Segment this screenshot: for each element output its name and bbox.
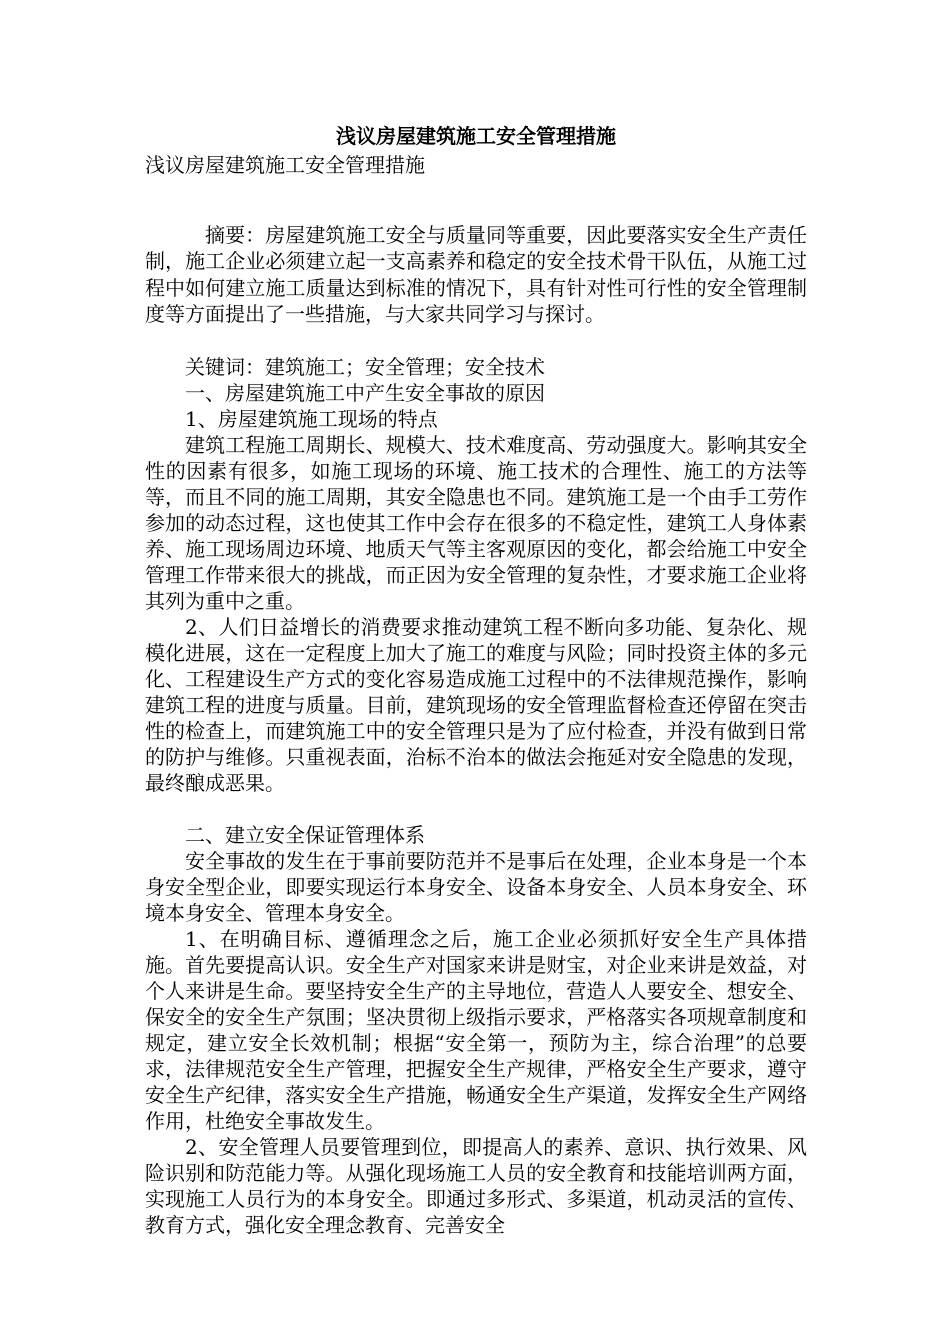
keywords-line: 关键词：建筑施工；安全管理；安全技术	[185, 354, 545, 379]
body-paragraph: 2、人们日益增长的消费要求推动建筑工程不断向多功能、复杂化、规模化进展，这在一定程度上加大了施工的难度与风险；同时投资主体的多元化、工程建设生产方式的变化容易造成施工过程中的不法律规范操作，影响建筑工程的进度与质量。目前，建筑现场的安全管理监督检查还停留在突击性的检查上，而建筑施工中的安全管理只是为了应付检查，并没有做到日常的防护与维修。只重视表面，治标不治本的做法会拖延对安全隐患的发现，最终酿成恶果。	[145, 614, 807, 795]
body-paragraph: 2、安全管理人员要管理到位，即提高人的素养、意识、执行效果、风险识别和防范能力等。从强化现场施工人员的安全教育和技能培训两方面，实现施工人员行为的本身安全。即通过多形式、多渠道，机动灵活的宣传、教育方式，强化安全理念教育、完善安全	[145, 1134, 807, 1237]
blank-line	[145, 328, 807, 354]
blank-line	[145, 796, 807, 822]
body-paragraph: 建筑工程施工周期长、规模大、技术难度高、劳动强度大。影响其安全性的因素有很多，如施工现场的环境、施工技术的合理性、施工的方法等等，而且不同的施工周期，其安全隐患也不同。建筑施工是一个由手工劳作参加的动态过程，这也使其工作中会存在很多的不稳定性，建筑工人身体素养、施工现场周边环境、地质天气等主客观原因的变化，都会给施工中安全管理工作带来很大的挑战，而正因为安全管理的复杂性，才要求施工企业将其列为重中之重。	[145, 432, 807, 613]
body-paragraph: 安全事故的发生在于事前要防范并不是事后在处理，企业本身是一个本身安全型企业，即要实现运行本身安全、设备本身安全、人员本身安全、环境本身安全、管理本身安全。	[145, 848, 807, 925]
section-heading: 二、建立安全保证管理体系	[185, 822, 425, 847]
blank-line	[145, 180, 807, 222]
abstract-paragraph: 摘要：房屋建筑施工安全与质量同等重要，因此要落实安全生产责任制，施工企业必须建立起一支高素养和稳定的安全技术骨干队伍，从施工过程中如何建立施工质量达到标准的情况下，具有针对性可行性的安全管理制度等方面提出了一些措施，与大家共同学习与探讨。	[145, 223, 807, 327]
subsection-heading: 1、房屋建筑施工现场的特点	[185, 406, 438, 431]
section-heading: 一、房屋建筑施工中产生安全事故的原因	[185, 380, 545, 405]
body-paragraph: 1、在明确目标、遵循理念之后，施工企业必须抓好安全生产具体措施。首先要提高认识。安全生产对国家来讲是财宝，对企业来讲是效益，对个人来讲是生命。要坚持安全生产的主导地位，营造人人要安全、想安全、保安全的安全生产氛围；坚决贯彻上级指示要求，严格落实各项规章制度和规定，建立安全长效机制；根据“安全第一，预防为主，综合治理”的总要求，法律规范安全生产管理，把握安全生产规律，严格安全生产要求，遵守安全生产纪律，落实安全生产措施，畅通安全生产渠道，发挥安全生产网络作用，杜绝安全事故发生。	[145, 926, 807, 1133]
document-subtitle: 浅议房屋建筑施工安全管理措施	[145, 153, 425, 177]
document-title: 浅议房屋建筑施工安全管理措施	[336, 124, 616, 148]
document-body	[145, 122, 807, 1238]
